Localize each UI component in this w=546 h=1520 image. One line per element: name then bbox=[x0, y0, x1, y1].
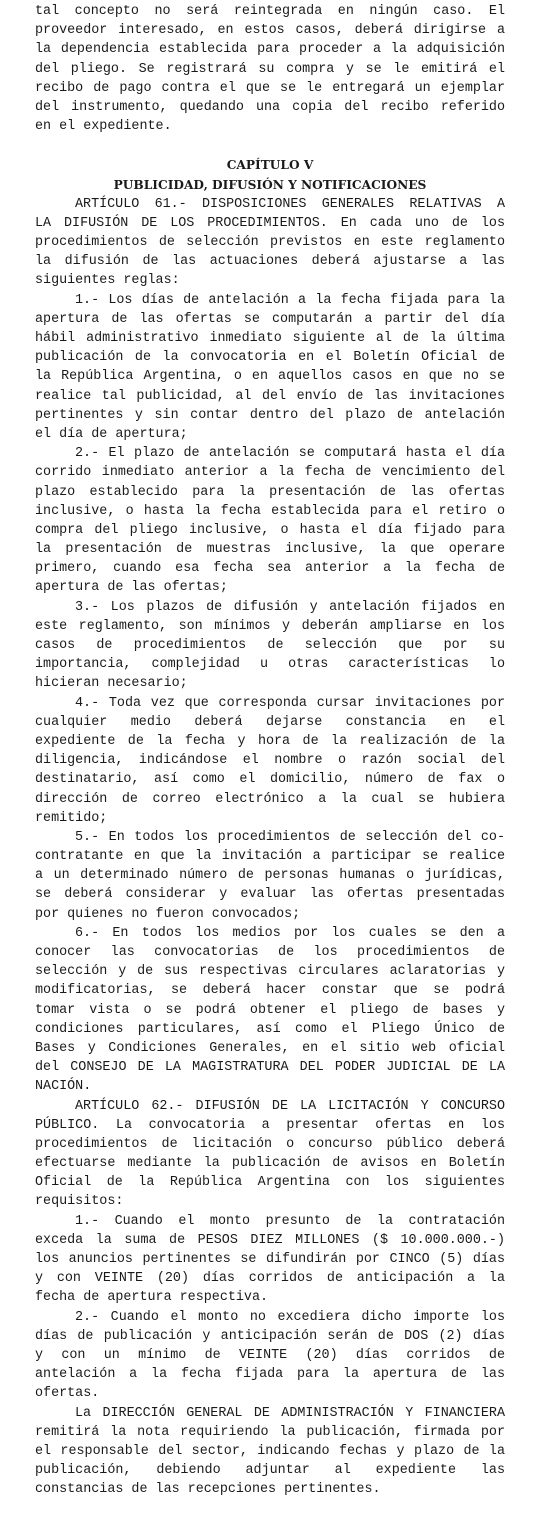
text-line: del instrumento, quedando una copia del recibo referido bbox=[35, 99, 505, 115]
text-line: el día de apertura; bbox=[35, 426, 188, 442]
text-line: constancias de las recepciones pertinentes. bbox=[35, 1482, 381, 1498]
text-line: 6.- En todos los medios por los cuales se den a bbox=[75, 925, 505, 941]
text-line: apertura de las ofertas; bbox=[35, 580, 228, 596]
text-line: siguientes reglas: bbox=[35, 273, 180, 289]
text-line: la presentación de muestras inclusive, la que operare bbox=[35, 542, 505, 558]
rule-6 bbox=[35, 924, 505, 1097]
text-line: 3.- Los plazos de difusión y antelación fijados en bbox=[75, 599, 505, 615]
text-line: cualquier medio deberá dejarse constancia en el bbox=[35, 714, 505, 730]
text-line: se deberá considerar y evaluar las ofertas presentadas bbox=[35, 887, 505, 903]
chapter-title: PUBLICIDAD, DIFUSIÓN Y NOTIFICACIONES bbox=[113, 177, 427, 192]
spacer bbox=[35, 136, 505, 156]
text-line: pertinentes y sin contar dentro del plazo de antelación bbox=[35, 407, 505, 423]
text-line: tal concepto no será reintegrada en ningún caso. El bbox=[35, 4, 505, 19]
text-line: y con VEINTE (20) días corridos de anticipación a la bbox=[35, 1271, 505, 1287]
text-line: del pliego. Se registrará su compra y se le emitirá el bbox=[35, 61, 505, 77]
text-line: inclusive, o hasta la fecha establecida para el retiro o bbox=[35, 503, 505, 519]
text-line: 4.- Toda vez que corresponda cursar invitaciones por bbox=[75, 695, 505, 711]
rule-2 bbox=[35, 444, 505, 598]
text-line: apertura de las ofertas se computarán a partir del día bbox=[35, 311, 505, 327]
text-line: efectuarse mediante la publicación de avisos en Boletín bbox=[35, 1156, 505, 1172]
article-62 bbox=[35, 1097, 505, 1212]
text-line: casos de procedimientos de selección que por su bbox=[35, 638, 505, 653]
text-line: días de publicación y anticipación serán de DOS (2) días bbox=[35, 1328, 505, 1344]
text-line: dirección de correo electrónico a la cual se hubiera bbox=[35, 791, 505, 807]
text-line: proveedor interesado, en estos casos, deberá dirigirse a bbox=[35, 23, 505, 39]
text-line: conocer las convocatorias de los procedimientos de bbox=[35, 945, 505, 960]
intro-paragraph bbox=[35, 2, 505, 136]
text-line: los anuncios pertinentes se difundirán por CINCO (5) días bbox=[35, 1252, 505, 1267]
text-line: NACIÓN. bbox=[35, 1079, 92, 1095]
text-line: Bases y Condiciones Generales, en el sitio web oficial bbox=[35, 1040, 505, 1056]
text-line: exceda la suma de PESOS DIEZ MILLONES ($ 10.000.000.-) bbox=[35, 1232, 505, 1248]
text-line: contratante en que la invitación a participar se realice bbox=[35, 849, 505, 865]
text-line: plazo establecido para la presentación de las ofertas bbox=[35, 484, 505, 500]
text-line: procedimientos de selección previstos en este reglamento bbox=[35, 235, 505, 251]
text-line: ARTÍCULO 61.- DISPOSICIONES GENERALES RELATIVAS A bbox=[75, 196, 505, 212]
text-line: 1.- Cuando el monto presunto de la contratación bbox=[75, 1213, 505, 1229]
text-line: publicación de la convocatoria en el Boletín Oficial de bbox=[35, 350, 505, 366]
article-61 bbox=[35, 195, 505, 291]
text-line: hábil administrativo inmediato siguiente al de la última bbox=[35, 331, 505, 346]
text-line: compra del pliego inclusive, o hasta el día fijado para bbox=[35, 522, 505, 538]
text-line: destinatario, así como el domicilio, número de fax o bbox=[35, 772, 505, 788]
rule-4 bbox=[35, 694, 505, 828]
rule-3 bbox=[35, 598, 505, 694]
text-line: La DIRECCIÓN GENERAL DE ADMINISTRACIÓN Y FINANCIERA bbox=[75, 1405, 505, 1421]
text-line: realice tal publicidad, al del envío de las invitaciones bbox=[35, 388, 505, 404]
text-line: 5.- En todos los procedimientos de selección del co- bbox=[75, 829, 505, 845]
text-line: modificatorias, se deberá hacer constar que se podrá bbox=[35, 983, 505, 999]
text-line: por quienes no fueron convocados; bbox=[35, 906, 301, 922]
text-line: corrido inmediato anterior a la fecha de vencimiento del bbox=[35, 465, 505, 481]
text-line: recibo de pago contra el que se le entregará un ejemplar bbox=[35, 80, 505, 96]
chapter-number: CAPÍTULO V bbox=[226, 158, 314, 173]
text-line: este reglamento, son mínimos y deberán ampliarse en los bbox=[35, 618, 505, 634]
document-page bbox=[35, 0, 505, 1499]
text-line: y con un mínimo de VEINTE (20) días corridos de bbox=[35, 1347, 505, 1363]
text-line: primero, cuando esa fecha sea anterior a la fecha de bbox=[35, 561, 505, 577]
closing-paragraph bbox=[35, 1404, 505, 1500]
text-line: remitirá la nota requiriendo la publicación, firmada por bbox=[35, 1424, 505, 1440]
text-line: a un determinado número de personas humanas o jurídicas, bbox=[35, 868, 505, 884]
text-line: del CONSEJO DE LA MAGISTRATURA DEL PODER JUDICIAL DE LA bbox=[35, 1060, 505, 1076]
text-line: selección y de sus respectivas circulares aclaratorias y bbox=[35, 964, 505, 980]
text-line: remitido; bbox=[35, 810, 108, 826]
text-line: expediente de la fecha y hora de la realización de la bbox=[35, 733, 505, 749]
text-line: importancia, complejidad u otras características lo bbox=[35, 657, 505, 673]
text-line: ofertas. bbox=[35, 1386, 100, 1402]
text-line: publicación, debiendo adjuntar al expediente las bbox=[35, 1463, 505, 1479]
text-line: tomar vista o se podrá obtener el pliego de bases y bbox=[35, 1002, 505, 1018]
text-line: diligencia, indicándose el nombre o razón social del bbox=[35, 753, 505, 769]
text-line: 2.- Cuando el monto no excediera dicho importe los bbox=[75, 1309, 505, 1325]
text-line: en el expediente. bbox=[35, 119, 172, 135]
text-line: 1.- Los días de antelación a la fecha fijada para la bbox=[75, 292, 505, 308]
text-line: el responsable del sector, indicando fechas y plazo de la bbox=[35, 1443, 505, 1459]
text-line: fecha de apertura respectiva. bbox=[35, 1290, 269, 1306]
rule-5 bbox=[35, 828, 505, 924]
text-line: la República Argentina, o en aquellos casos en que no se bbox=[35, 369, 505, 385]
text-line: Oficial de la República Argentina con los siguientes bbox=[35, 1175, 505, 1191]
text-line: ARTÍCULO 62.- DIFUSIÓN DE LA LICITACIÓN Y CONCURSO bbox=[75, 1098, 505, 1114]
rule-1 bbox=[35, 291, 505, 445]
text-line: condiciones particulares, así como el Pliego Único de bbox=[35, 1021, 505, 1037]
text-line: antelación a la fecha fijada para la apertura de las bbox=[35, 1367, 505, 1383]
requirement-1 bbox=[35, 1212, 505, 1308]
text-line: PÚBLICO. La convocatoria a presentar ofertas en los bbox=[35, 1117, 505, 1133]
requirement-2 bbox=[35, 1308, 505, 1404]
text-line: LA DIFUSIÓN DE LOS PROCEDIMIENTOS. En cada uno de los bbox=[35, 215, 505, 231]
text-line: 2.- El plazo de antelación se computará hasta el día bbox=[75, 446, 505, 462]
text-line: la dependencia establecida para proceder a la adquisición bbox=[35, 42, 505, 58]
text-line: la difusión de las actuaciones deberá ajustarse a las bbox=[35, 254, 505, 270]
text-line: hicieran necesario; bbox=[35, 676, 188, 692]
text-line: procedimientos de licitación o concurso público deberá bbox=[35, 1136, 505, 1152]
text-line: requisitos: bbox=[35, 1194, 124, 1210]
